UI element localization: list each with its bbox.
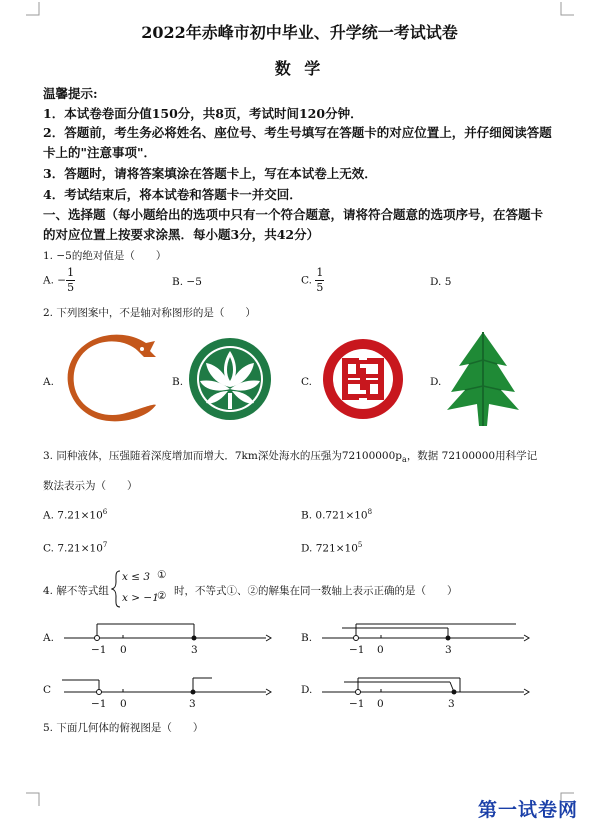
numerator: 1 (316, 266, 324, 279)
dragon-c-logo-icon (60, 333, 160, 423)
q3-stem-text: 3. 同种液体，压强随着深度增加而增大．7km深处海水的压强为72100000p (43, 450, 403, 462)
option-text: B. 0.721×10 (301, 509, 368, 522)
exponent: 5 (357, 541, 363, 549)
tick-label: 3 (189, 698, 196, 710)
corner-mark-top-left (26, 2, 40, 16)
corner-mark-bottom-left (26, 792, 40, 806)
q1-option-d: D. 5 (430, 276, 452, 288)
q3-stem-line1 (43, 448, 537, 464)
note-item: 4．考试结束后，将本试卷和答题卡一并交回． (43, 187, 302, 202)
system-brace (111, 570, 121, 608)
notes-heading: 温馨提示: (43, 86, 98, 101)
q1-option-c (301, 266, 324, 295)
q4-label-a: A. (43, 632, 54, 644)
number-line-b (320, 618, 530, 646)
exam-title: 2022年赤峰市初中毕业、升学统一考试试卷 (141, 23, 458, 42)
number-line-d (320, 672, 530, 700)
tick-label: −1 (349, 698, 365, 710)
q2-label-b: B. (172, 376, 184, 388)
inequality-1: x ≤ 3 (122, 571, 151, 583)
fraction (66, 266, 75, 295)
tick-label: 3 (448, 698, 455, 710)
tick-label: 3 (191, 644, 198, 656)
q3-option-c (43, 541, 107, 555)
section-heading: 一、选择题（每小题给出的选项中只有一个符合题意，请将符合题意的选项序号，在答题卡 (43, 207, 544, 222)
note-item: 1．本试卷卷面分值150分，共8页，考试时间120分钟． (43, 106, 363, 121)
corner-mark-top-right (560, 2, 574, 16)
denominator: 5 (67, 281, 75, 294)
q2-stem: 2. 下列图案中，不是轴对称图形的是（ ） (43, 307, 256, 319)
q4-prefix: 4. 解不等式组 (43, 585, 109, 597)
inequality-2: x > −1 (122, 592, 159, 604)
unit-subscript: a (402, 455, 407, 465)
number-line-c (62, 672, 272, 700)
site-watermark: 第一试卷网 (478, 799, 579, 821)
tick-label: 0 (377, 698, 384, 710)
number-line-a (62, 618, 272, 646)
q4-label-c: C (43, 684, 52, 696)
tick-label: 0 (120, 698, 127, 710)
tick-label: 0 (377, 644, 384, 656)
inequality-2-mark: ② (157, 590, 167, 602)
q2-label-a: A. (43, 376, 54, 388)
exponent: 8 (367, 508, 373, 516)
tick-label: 0 (120, 644, 127, 656)
q3-option-d (301, 541, 362, 555)
tick-label: −1 (91, 698, 107, 710)
q2-label-c: C. (301, 376, 312, 388)
option-text: C. 7.21×10 (43, 542, 103, 555)
lotus-circle-emblem-icon (188, 337, 272, 421)
q1-option-b: B. −5 (172, 276, 202, 288)
exponent: 6 (102, 508, 108, 516)
option-text: D. 721×10 (301, 542, 358, 555)
option-label: C. (301, 274, 312, 287)
q2-label-d: D. (430, 376, 442, 388)
tick-label: 3 (445, 644, 452, 656)
fraction (315, 266, 324, 295)
icbc-logo-icon (322, 338, 404, 420)
note-item: 卡上的"注意事项"． (43, 145, 157, 160)
q4-label-d: D. (301, 684, 313, 696)
option-label: A. (43, 274, 54, 287)
minus-sign: − (57, 274, 67, 287)
q3-stem-line2: 数法表示为（ ） (43, 480, 138, 492)
q1-stem: 1. −5的绝对值是（ ） (43, 250, 167, 262)
exam-subject: 数 学 (274, 59, 325, 78)
green-tree-icon (445, 330, 520, 428)
option-text: A. 7.21×10 (43, 509, 103, 522)
q4-suffix: 时，不等式①、②的解集在同一数轴上表示正确的是（ ） (174, 585, 458, 597)
q4-label-b: B. (301, 632, 313, 644)
denominator: 5 (316, 281, 324, 294)
q3-option-b (301, 508, 372, 522)
q1-option-a (43, 266, 75, 295)
q5-stem: 5. 下面几何体的俯视图是（ ） (43, 722, 204, 734)
tick-label: −1 (91, 644, 107, 656)
exponent: 7 (102, 541, 108, 549)
note-item: 2．答题前，考生务必将姓名、座位号、考生号填写在答题卡的对应位置上，并仔细阅读答题 (43, 125, 552, 140)
inequality-1-mark: ① (157, 569, 167, 581)
numerator: 1 (67, 266, 75, 279)
q3-option-a (43, 508, 107, 522)
tick-label: −1 (349, 644, 365, 656)
q3-stem-tail: ，数据 72100000用科学记 (406, 450, 538, 462)
note-item: 3．答题时，请将答案填涂在答题卡上，写在本试卷上无效． (43, 166, 377, 181)
section-heading-cont: 的对应位置上按要求涂黑．每小题3分，共42分） (43, 227, 320, 242)
